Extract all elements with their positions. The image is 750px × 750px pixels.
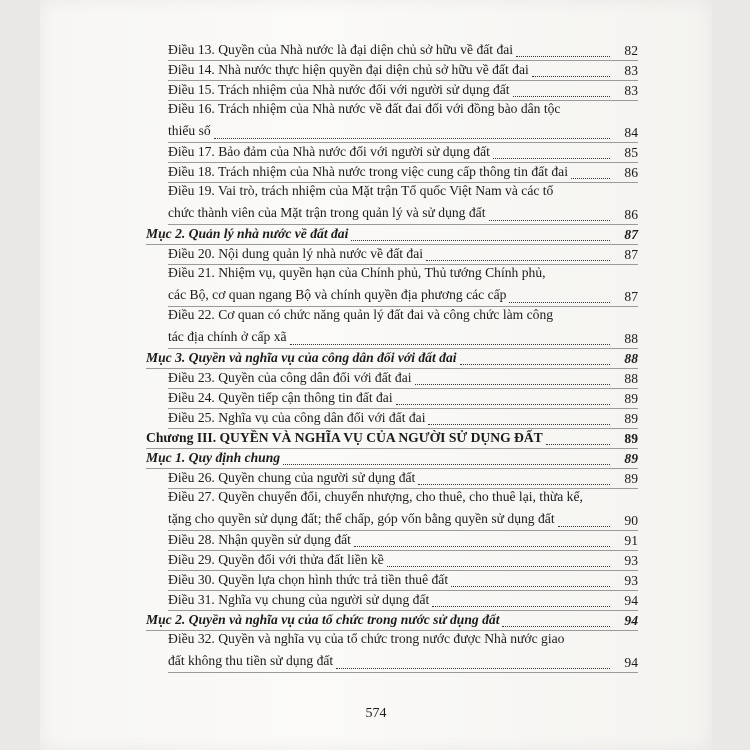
- toc-entry-text: Mục 2. Quyền và nghĩa vụ của tổ chức trong nước sử dụng đất: [146, 612, 500, 627]
- toc-page-number: 89: [624, 431, 638, 446]
- toc-entry: [168, 40, 638, 60]
- toc-entry: [168, 570, 638, 590]
- toc-page-number: 88: [624, 371, 638, 386]
- dot-leader: [451, 586, 610, 587]
- dot-leader: [493, 158, 610, 159]
- row-divider: [168, 672, 638, 673]
- toc-section-entry: [146, 448, 638, 468]
- toc-entry-text: Điều 14. Nhà nước thực hiện quyền đại diện chủ sở hữu về đất đai: [168, 62, 529, 77]
- toc-page-number: 85: [624, 145, 638, 160]
- dot-leader: [387, 566, 610, 567]
- toc-entry: [168, 182, 638, 224]
- toc-entry-text: Điều 30. Quyền lựa chọn hình thức trả tiền thuê đất: [168, 572, 449, 587]
- dot-leader: [415, 384, 610, 385]
- toc-entry-text: Điều 13. Quyền của Nhà nước là đại diện chủ sở hữu về đất đai: [168, 42, 514, 57]
- toc-page-number: 89: [624, 471, 638, 486]
- toc-page-number: 83: [624, 63, 638, 78]
- toc-page-number: 88: [624, 351, 638, 366]
- toc-page-number: 93: [624, 573, 638, 588]
- toc-entry-text: Điều 27. Quyền chuyển đổi, chuyển nhượng, cho thuê, cho thuê lại, thừa kế,: [168, 489, 583, 504]
- dot-leader: [214, 138, 610, 139]
- page-number-footer: 574: [365, 706, 387, 721]
- toc-entry-text: chức thành viên của Mặt trận trong quản lý và sử dụng đất: [168, 205, 486, 220]
- toc-page-number: 86: [624, 165, 638, 180]
- toc-entry-text: Mục 1. Quy định chung: [146, 450, 281, 465]
- toc-entry: [168, 100, 638, 142]
- dot-leader: [571, 178, 610, 179]
- toc-entry-text: Điều 26. Quyền chung của người sử dụng đất: [168, 470, 416, 485]
- dot-leader: [283, 464, 610, 465]
- dot-leader: [428, 424, 610, 425]
- toc-entry-text: các Bộ, cơ quan ngang Bộ và chính quyền địa phương các cấp: [168, 287, 507, 302]
- toc-entry: [168, 306, 638, 348]
- toc-chapter-entry: [146, 428, 638, 448]
- dot-leader: [426, 260, 610, 261]
- toc-entry: [168, 142, 638, 162]
- toc-entry-text: Điều 18. Trách nhiệm của Nhà nước trong việc cung cấp thông tin đất đai: [168, 164, 568, 179]
- toc-page-number: 94: [624, 655, 638, 670]
- toc-section-entry: [146, 348, 638, 368]
- toc-entry: [168, 368, 638, 388]
- toc-entry: [168, 80, 638, 100]
- toc-entry: [168, 60, 638, 80]
- dot-leader: [460, 364, 610, 365]
- toc-entry: [168, 590, 638, 610]
- toc-entry-text: Điều 21. Nhiệm vụ, quyền hạn của Chính phủ, Thủ tướng Chính phủ,: [168, 265, 546, 280]
- toc-entry: [168, 488, 638, 530]
- toc-entry-text: Điều 28. Nhận quyền sử dụng đất: [168, 532, 351, 547]
- dot-leader: [558, 526, 610, 527]
- toc-entry-text: Điều 16. Trách nhiệm của Nhà nước về đất đai đối với đồng bào dân tộc: [168, 101, 561, 116]
- toc-entry-text: Điều 25. Nghĩa vụ của công dân đối với đất đai: [168, 410, 426, 425]
- toc-entry: [168, 408, 638, 428]
- dot-leader: [502, 626, 610, 627]
- toc-entry: [168, 244, 638, 264]
- dot-leader: [336, 668, 610, 669]
- toc-page-number: 94: [624, 613, 638, 628]
- toc-page-number: 90: [624, 513, 638, 528]
- book-page: [40, 0, 712, 750]
- toc-entry-text: Điều 19. Vai trò, trách nhiệm của Mặt trận Tổ quốc Việt Nam và các tổ: [168, 183, 554, 198]
- toc-section-entry: [146, 610, 638, 630]
- toc-entry-text: Điều 31. Nghĩa vụ chung của người sử dụng đất: [168, 592, 430, 607]
- toc-page-number: 84: [624, 125, 638, 140]
- toc-entry-text: đất không thu tiền sử dụng đất: [168, 653, 334, 668]
- dot-leader: [432, 606, 610, 607]
- toc-entry-text: Điều 15. Trách nhiệm của Nhà nước đối với người sử dụng đất: [168, 82, 510, 97]
- toc-entry-text: Điều 22. Cơ quan có chức năng quản lý đất đai và công chức làm công: [168, 307, 554, 322]
- toc-entry: [168, 162, 638, 182]
- toc-page-number: 89: [624, 411, 638, 426]
- toc-page-number: 83: [624, 83, 638, 98]
- toc-entry-text: Điều 20. Nội dung quản lý nhà nước về đất đai: [168, 246, 424, 261]
- toc-page-number: 94: [624, 593, 638, 608]
- toc-entry: [168, 630, 638, 672]
- dot-leader: [532, 76, 610, 77]
- toc-entry: [168, 550, 638, 570]
- toc-entry-text: Điều 24. Quyền tiếp cận thông tin đất đai: [168, 390, 393, 405]
- toc-entry-text: Điều 32. Quyền và nghĩa vụ của tổ chức trong nước được Nhà nước giao: [168, 631, 565, 646]
- toc-entry-text: Chương III. QUYỀN VÀ NGHĨA VỤ CỦA NGƯỜI SỬ DỤNG ĐẤT: [146, 430, 543, 445]
- dot-leader: [516, 56, 610, 57]
- toc-entry-text: Mục 2. Quản lý nhà nước về đất đai: [146, 226, 349, 241]
- toc-page-number: 91: [624, 533, 638, 548]
- toc-section-entry: [146, 224, 638, 244]
- dot-leader: [351, 240, 610, 241]
- dot-leader: [513, 96, 610, 97]
- dot-leader: [489, 220, 610, 221]
- toc-entry-text: tác địa chính ở cấp xã: [168, 329, 287, 344]
- toc-page-number: 87: [624, 289, 638, 304]
- toc-entry: [168, 468, 638, 488]
- toc-page-number: 86: [624, 207, 638, 222]
- toc-page-number: 87: [624, 247, 638, 262]
- toc-entry: [168, 388, 638, 408]
- toc-entry-text: thiểu số: [168, 123, 211, 138]
- toc-entry-text: Điều 29. Quyền đối với thửa đất liền kề: [168, 552, 384, 567]
- dot-leader: [509, 302, 610, 303]
- toc-page-number: 87: [624, 227, 638, 242]
- dot-leader: [354, 546, 610, 547]
- toc-page-number: 82: [624, 43, 638, 58]
- toc-page-number: 89: [624, 391, 638, 406]
- dot-leader: [396, 404, 610, 405]
- toc-page-number: 89: [624, 451, 638, 466]
- toc-entry-text: Mục 3. Quyền và nghĩa vụ của công dân đối với đất đai: [146, 350, 457, 365]
- toc-entry: [168, 530, 638, 550]
- dot-leader: [418, 484, 610, 485]
- toc-entry-text: Điều 23. Quyền của công dân đối với đất đai: [168, 370, 412, 385]
- toc-entry-text: tặng cho quyền sử dụng đất; thế chấp, góp vốn bằng quyền sử dụng đất: [168, 511, 555, 526]
- dot-leader: [290, 344, 610, 345]
- toc-entry-text: Điều 17. Bảo đảm của Nhà nước đối với người sử dụng đất: [168, 144, 490, 159]
- table-of-contents: [146, 40, 638, 672]
- toc-page-number: 93: [624, 553, 638, 568]
- toc-entry: [168, 264, 638, 306]
- toc-page-number: 88: [624, 331, 638, 346]
- dot-leader: [546, 444, 610, 445]
